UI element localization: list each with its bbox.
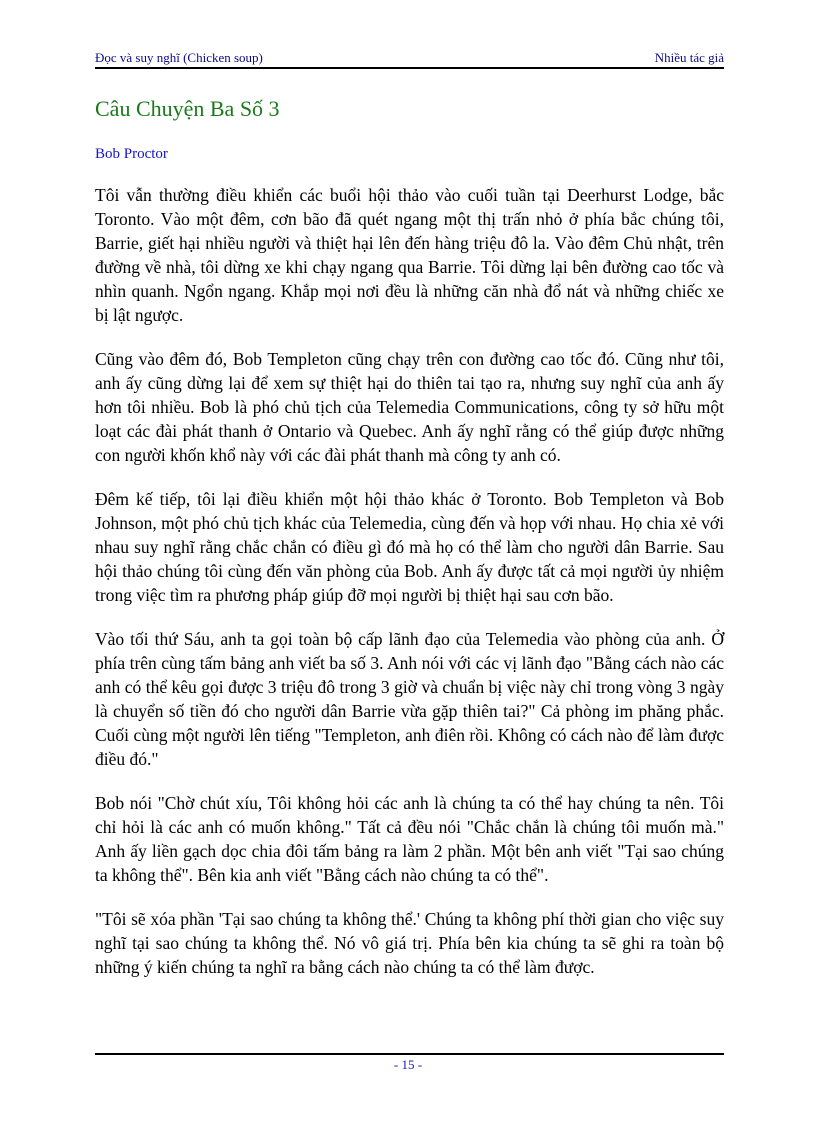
paragraph: "Tôi sẽ xóa phần 'Tại sao chúng ta không thể.' Chúng ta không phí thời gian cho việc suy nghĩ tại sao chúng ta không thể. Nó vô giá trị. Phía bên kia chúng ta sẽ ghi ra toàn bộ những ý kiến chúng ta nghĩ ra bằng cách nào chúng ta có thể làm được.	[95, 909, 724, 977]
story-body	[95, 183, 724, 999]
paragraph: Cũng vào đêm đó, Bob Templeton cũng chạy trên con đường cao tốc đó. Cũng như tôi, anh ấy cũng dừng lại để xem sự thiệt hại do thiên tai tạo ra, nhưng suy nghĩ của anh ấy hơn tôi nhiều. Bob là phó chủ tịch của Telemedia Communications, công ty sở hữu một loạt các đài phát thanh ở Ontario và Quebec. Anh ấy nghĩ rằng có thể giúp được những con người khốn khổ này với các đài phát thanh mà công ty anh có.	[95, 349, 724, 465]
paragraph: Bob nói "Chờ chút xíu, Tôi không hỏi các anh là chúng ta có thể hay chúng ta nên. Tôi chỉ hỏi là các anh có muốn không." Tất cả đều nói "Chắc chắn là chúng tôi muốn mà." Anh ấy liền gạch dọc chia đôi tấm bảng ra làm 2 phần. Một bên anh viết "Tại sao chúng ta không thể". Bên kia anh viết "Bằng cách nào chúng ta có thể".	[95, 793, 724, 885]
footer-divider	[95, 1053, 724, 1055]
running-header	[95, 50, 724, 69]
page-number: - 15 -	[393, 1057, 423, 1072]
story-author: Bob Proctor	[95, 146, 168, 162]
paragraph: Tôi vẫn thường điều khiển các buổi hội thảo vào cuối tuần tại Deerhurst Lodge, bắc Toronto. Vào một đêm, cơn bão đã quét ngang một thị trấn nhỏ ở phía bắc chúng tôi, Barrie, giết hại nhiều người và thiệt hại lên đến hàng triệu đô la. Vào đêm Chủ nhật, trên đường về nhà, tôi dừng xe khi chạy ngang qua Barrie. Tôi dừng lại bên đường cao tốc và nhìn quanh. Ngổn ngang. Khắp mọi nơi đều là những căn nhà đổ nát và những chiếc xe bị lật ngược.	[95, 185, 724, 325]
header-book-title: Đọc và suy nghĩ (Chicken soup)	[95, 50, 263, 65]
paragraph: Đêm kế tiếp, tôi lại điều khiển một hội thảo khác ở Toronto. Bob Templeton và Bob Johnson, một phó chủ tịch khác của Telemedia, cùng đến và họp với nhau. Họ chia xẻ với nhau suy nghĩ rằng chắc chắn có điều gì đó mà họ có thể làm cho người dân Barrie. Sau hội thảo chúng tôi cùng đến văn phòng của Bob. Anh ấy được tất cả mọi người ủy nhiệm trong việc tìm ra phương pháp giúp đỡ mọi người bị thiệt hại sau cơn bão.	[95, 489, 724, 605]
header-author: Nhiều tác giả	[654, 50, 724, 65]
story-title: Câu Chuyện Ba Số 3	[95, 96, 280, 121]
paragraph: Vào tối thứ Sáu, anh ta gọi toàn bộ cấp lãnh đạo của Telemedia vào phòng của anh. Ở phía trên cùng tấm bảng anh viết ba số 3. Anh nói với các vị lãnh đạo "Bằng cách nào các anh có thể kêu gọi được 3 triệu đô trong 3 giờ và chuẩn bị việc này chỉ trong vòng 3 ngày là chuyển số tiền đó cho người dân Barrie vừa gặp thiên tai?" Cả phòng im phăng phắc. Cuối cùng một người lên tiếng "Templeton, anh điên rồi. Không có cách nào để làm được điều đó."	[95, 629, 724, 769]
